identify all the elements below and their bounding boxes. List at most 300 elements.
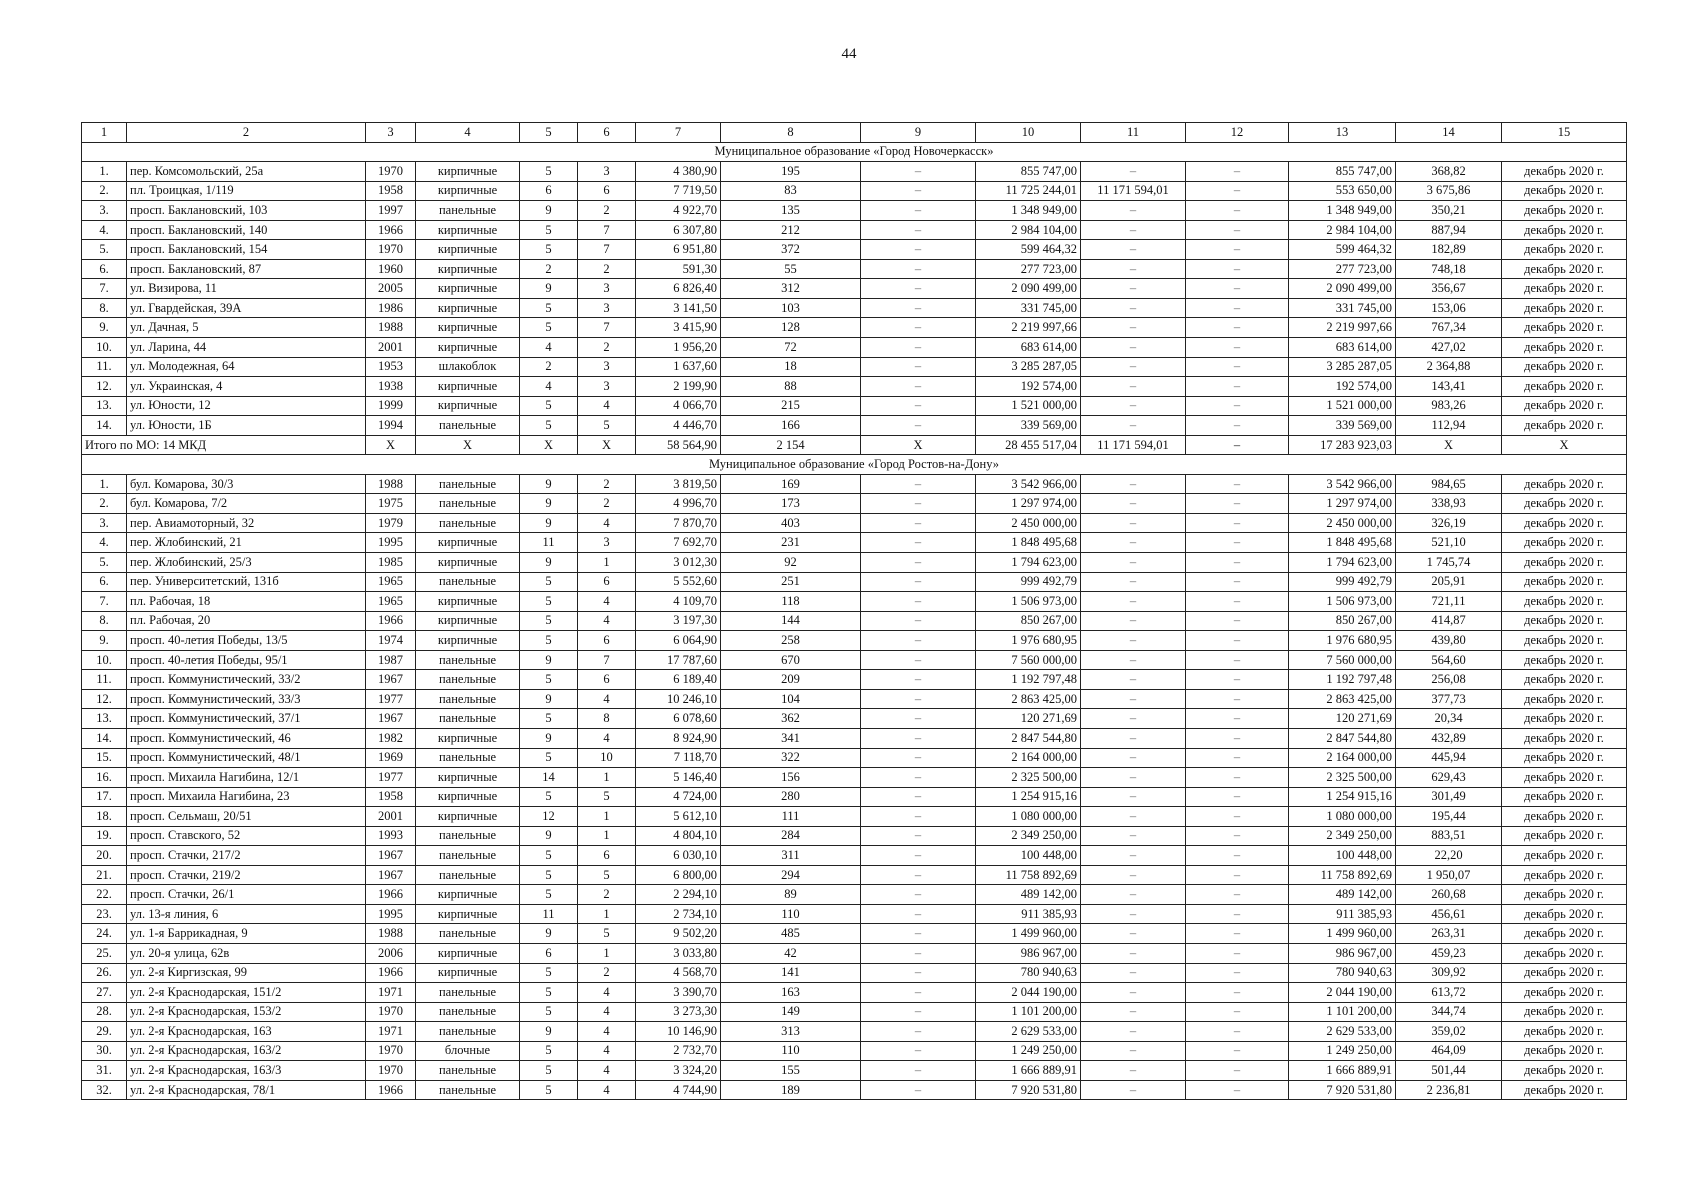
- cell-col-11: –: [1081, 259, 1186, 279]
- cell-col-14: 456,61: [1396, 904, 1502, 924]
- cell-col-5: 5: [520, 787, 578, 807]
- table-row: [82, 416, 1627, 436]
- cell-col-9: –: [861, 885, 976, 905]
- cell-col-7: 2 734,10: [636, 904, 721, 924]
- cell-col-10: 1 080 000,00: [976, 807, 1081, 827]
- cell-col-4: кирпичные: [416, 298, 520, 318]
- cell-col-14: 326,19: [1396, 513, 1502, 533]
- cell-col-3: 1967: [366, 846, 416, 866]
- table-row: [82, 768, 1627, 788]
- cell-col-10: 999 492,79: [976, 572, 1081, 592]
- cell-col-2: просп. Ставского, 52: [127, 826, 366, 846]
- cell-col-4: кирпичные: [416, 259, 520, 279]
- column-header-8: 8: [721, 123, 861, 143]
- cell-col-9: –: [861, 963, 976, 983]
- cell-col-1: 6.: [82, 572, 127, 592]
- cell-col-10: 1 499 960,00: [976, 924, 1081, 944]
- cell-col-14: 338,93: [1396, 494, 1502, 514]
- cell-col-10: 2 450 000,00: [976, 513, 1081, 533]
- cell-col-9: –: [861, 553, 976, 573]
- cell-col-1: 13.: [82, 396, 127, 416]
- cell-col-13: 911 385,93: [1289, 904, 1396, 924]
- cell-col-13: 7 560 000,00: [1289, 650, 1396, 670]
- column-header-12: 12: [1186, 123, 1289, 143]
- cell-col-4: блочные: [416, 1041, 520, 1061]
- cell-col-5: 5: [520, 865, 578, 885]
- cell-col-14: 182,89: [1396, 240, 1502, 260]
- cell-col-3: 1974: [366, 631, 416, 651]
- table-row: [82, 631, 1627, 651]
- table-row: [82, 689, 1627, 709]
- cell-col-2: просп. Коммунистический, 33/2: [127, 670, 366, 690]
- cell-col-5: 4: [520, 377, 578, 397]
- cell-col-1: 10.: [82, 338, 127, 358]
- cell-col-5: 5: [520, 220, 578, 240]
- cell-col-14: 501,44: [1396, 1061, 1502, 1081]
- cell-col-13: 553 650,00: [1289, 181, 1396, 201]
- cell-col-10: 277 723,00: [976, 259, 1081, 279]
- cell-col-11: –: [1081, 318, 1186, 338]
- cell-col-3: 1965: [366, 572, 416, 592]
- cell-col-12: –: [1186, 494, 1289, 514]
- cell-col-15: декабрь 2020 г.: [1502, 240, 1627, 260]
- table-row: [82, 650, 1627, 670]
- table-row: [82, 885, 1627, 905]
- cell-col-11: –: [1081, 768, 1186, 788]
- cell-col-11: –: [1081, 513, 1186, 533]
- cell-col-15: декабрь 2020 г.: [1502, 728, 1627, 748]
- table-row: [82, 826, 1627, 846]
- cell-col-2: просп. Баклановский, 103: [127, 201, 366, 221]
- cell-col-11: –: [1081, 396, 1186, 416]
- cell-col-1: 27.: [82, 983, 127, 1003]
- cell-col-2: просп. Стачки, 217/2: [127, 846, 366, 866]
- cell-col-1: 11.: [82, 670, 127, 690]
- cell-col-3: 1971: [366, 983, 416, 1003]
- cell-col-7: 10 246,10: [636, 689, 721, 709]
- cell-col-6: 3: [578, 298, 636, 318]
- cell-col-4: кирпичные: [416, 279, 520, 299]
- cell-col-7: 7 719,50: [636, 181, 721, 201]
- total-cell-col-11: 11 171 594,01: [1081, 435, 1186, 455]
- cell-col-1: 12.: [82, 689, 127, 709]
- cell-col-12: –: [1186, 1022, 1289, 1042]
- cell-col-11: –: [1081, 220, 1186, 240]
- cell-col-8: 280: [721, 787, 861, 807]
- cell-col-1: 30.: [82, 1041, 127, 1061]
- cell-col-7: 6 826,40: [636, 279, 721, 299]
- cell-col-13: 2 629 533,00: [1289, 1022, 1396, 1042]
- cell-col-13: 3 542 966,00: [1289, 474, 1396, 494]
- cell-col-6: 2: [578, 474, 636, 494]
- cell-col-3: 1958: [366, 181, 416, 201]
- cell-col-12: –: [1186, 846, 1289, 866]
- table-row: [82, 298, 1627, 318]
- cell-col-3: 1986: [366, 298, 416, 318]
- cell-col-7: 6 030,10: [636, 846, 721, 866]
- cell-col-4: панельные: [416, 689, 520, 709]
- cell-col-1: 14.: [82, 416, 127, 436]
- cell-col-6: 3: [578, 357, 636, 377]
- cell-col-8: 128: [721, 318, 861, 338]
- cell-col-12: –: [1186, 259, 1289, 279]
- cell-col-3: 1995: [366, 904, 416, 924]
- cell-col-4: кирпичные: [416, 220, 520, 240]
- cell-col-3: 1977: [366, 768, 416, 788]
- cell-col-6: 5: [578, 924, 636, 944]
- cell-col-11: –: [1081, 1022, 1186, 1042]
- table-row: [82, 1022, 1627, 1042]
- cell-col-2: ул. Украинская, 4: [127, 377, 366, 397]
- cell-col-12: –: [1186, 728, 1289, 748]
- cell-col-4: панельные: [416, 572, 520, 592]
- cell-col-15: декабрь 2020 г.: [1502, 513, 1627, 533]
- cell-col-7: 3 819,50: [636, 474, 721, 494]
- cell-col-1: 19.: [82, 826, 127, 846]
- cell-col-6: 1: [578, 904, 636, 924]
- cell-col-3: 1967: [366, 670, 416, 690]
- cell-col-6: 6: [578, 631, 636, 651]
- cell-col-3: 1967: [366, 709, 416, 729]
- cell-col-14: 260,68: [1396, 885, 1502, 905]
- cell-col-9: –: [861, 846, 976, 866]
- cell-col-8: 110: [721, 1041, 861, 1061]
- cell-col-7: 4 066,70: [636, 396, 721, 416]
- cell-col-6: 3: [578, 377, 636, 397]
- cell-col-8: 209: [721, 670, 861, 690]
- cell-col-9: –: [861, 689, 976, 709]
- total-cell-col-10: 28 455 517,04: [976, 435, 1081, 455]
- cell-col-1: 6.: [82, 259, 127, 279]
- cell-col-9: –: [861, 1002, 976, 1022]
- cell-col-3: 1958: [366, 787, 416, 807]
- cell-col-8: 156: [721, 768, 861, 788]
- cell-col-8: 403: [721, 513, 861, 533]
- cell-col-13: 1 297 974,00: [1289, 494, 1396, 514]
- total-row: [82, 435, 1627, 455]
- cell-col-1: 20.: [82, 846, 127, 866]
- cell-col-5: 11: [520, 904, 578, 924]
- cell-col-13: 1 101 200,00: [1289, 1002, 1396, 1022]
- cell-col-2: ул. Визирова, 11: [127, 279, 366, 299]
- column-header-7: 7: [636, 123, 721, 143]
- cell-col-2: просп. Коммунистический, 46: [127, 728, 366, 748]
- cell-col-9: –: [861, 768, 976, 788]
- cell-col-2: ул. 13-я линия, 6: [127, 904, 366, 924]
- cell-col-12: –: [1186, 553, 1289, 573]
- cell-col-14: 143,41: [1396, 377, 1502, 397]
- table-row: [82, 533, 1627, 553]
- cell-col-13: 2 090 499,00: [1289, 279, 1396, 299]
- cell-col-8: 485: [721, 924, 861, 944]
- cell-col-13: 2 164 000,00: [1289, 748, 1396, 768]
- cell-col-10: 986 967,00: [976, 943, 1081, 963]
- cell-col-13: 120 271,69: [1289, 709, 1396, 729]
- cell-col-3: 1993: [366, 826, 416, 846]
- cell-col-6: 4: [578, 1061, 636, 1081]
- cell-col-12: –: [1186, 533, 1289, 553]
- cell-col-9: –: [861, 357, 976, 377]
- cell-col-8: 311: [721, 846, 861, 866]
- cell-col-11: –: [1081, 592, 1186, 612]
- cell-col-15: декабрь 2020 г.: [1502, 533, 1627, 553]
- cell-col-4: кирпичные: [416, 787, 520, 807]
- cell-col-11: –: [1081, 494, 1186, 514]
- cell-col-11: –: [1081, 572, 1186, 592]
- table-row: [82, 1002, 1627, 1022]
- cell-col-12: –: [1186, 787, 1289, 807]
- cell-col-15: декабрь 2020 г.: [1502, 943, 1627, 963]
- table-row: [82, 963, 1627, 983]
- cell-col-5: 9: [520, 494, 578, 514]
- table-row: [82, 474, 1627, 494]
- cell-col-7: 3 415,90: [636, 318, 721, 338]
- cell-col-2: ул. 2-я Краснодарская, 153/2: [127, 1002, 366, 1022]
- cell-col-9: –: [861, 1080, 976, 1100]
- table-row: [82, 592, 1627, 612]
- table-row: [82, 162, 1627, 182]
- cell-col-9: –: [861, 631, 976, 651]
- cell-col-3: 1970: [366, 1041, 416, 1061]
- cell-col-9: –: [861, 1041, 976, 1061]
- cell-col-8: 42: [721, 943, 861, 963]
- cell-col-6: 6: [578, 572, 636, 592]
- cell-col-14: 205,91: [1396, 572, 1502, 592]
- cell-col-1: 5.: [82, 553, 127, 573]
- cell-col-13: 3 285 287,05: [1289, 357, 1396, 377]
- cell-col-5: 5: [520, 592, 578, 612]
- cell-col-8: 163: [721, 983, 861, 1003]
- cell-col-13: 1 976 680,95: [1289, 631, 1396, 651]
- cell-col-8: 88: [721, 377, 861, 397]
- cell-col-5: 9: [520, 924, 578, 944]
- cell-col-5: 5: [520, 846, 578, 866]
- cell-col-9: –: [861, 377, 976, 397]
- cell-col-15: декабрь 2020 г.: [1502, 983, 1627, 1003]
- cell-col-6: 7: [578, 318, 636, 338]
- cell-col-5: 4: [520, 338, 578, 358]
- cell-col-15: декабрь 2020 г.: [1502, 1041, 1627, 1061]
- cell-col-1: 8.: [82, 611, 127, 631]
- cell-col-1: 26.: [82, 963, 127, 983]
- cell-col-11: –: [1081, 1041, 1186, 1061]
- cell-col-3: 1960: [366, 259, 416, 279]
- cell-col-14: 256,08: [1396, 670, 1502, 690]
- cell-col-14: 2 364,88: [1396, 357, 1502, 377]
- cell-col-5: 5: [520, 670, 578, 690]
- cell-col-11: –: [1081, 924, 1186, 944]
- cell-col-2: ул. 2-я Киргизская, 99: [127, 963, 366, 983]
- cell-col-7: 10 146,90: [636, 1022, 721, 1042]
- cell-col-9: –: [861, 279, 976, 299]
- cell-col-6: 4: [578, 983, 636, 1003]
- cell-col-1: 24.: [82, 924, 127, 944]
- cell-col-9: –: [861, 904, 976, 924]
- cell-col-3: 1965: [366, 592, 416, 612]
- cell-col-1: 15.: [82, 748, 127, 768]
- cell-col-1: 10.: [82, 650, 127, 670]
- cell-col-5: 9: [520, 1022, 578, 1042]
- table-row: [82, 553, 1627, 573]
- cell-col-11: –: [1081, 533, 1186, 553]
- cell-col-8: 341: [721, 728, 861, 748]
- column-header-4: 4: [416, 123, 520, 143]
- cell-col-2: ул. Ларина, 44: [127, 338, 366, 358]
- cell-col-8: 284: [721, 826, 861, 846]
- cell-col-11: –: [1081, 553, 1186, 573]
- cell-col-4: кирпичные: [416, 338, 520, 358]
- cell-col-5: 5: [520, 748, 578, 768]
- cell-col-10: 2 629 533,00: [976, 1022, 1081, 1042]
- cell-col-11: –: [1081, 416, 1186, 436]
- cell-col-4: панельные: [416, 1080, 520, 1100]
- table-row: [82, 220, 1627, 240]
- cell-col-1: 8.: [82, 298, 127, 318]
- cell-col-15: декабрь 2020 г.: [1502, 181, 1627, 201]
- cell-col-10: 2 863 425,00: [976, 689, 1081, 709]
- cell-col-5: 9: [520, 650, 578, 670]
- cell-col-8: 173: [721, 494, 861, 514]
- cell-col-7: 4 380,90: [636, 162, 721, 182]
- table-row: [82, 181, 1627, 201]
- cell-col-12: –: [1186, 298, 1289, 318]
- cell-col-15: декабрь 2020 г.: [1502, 318, 1627, 338]
- cell-col-9: –: [861, 572, 976, 592]
- cell-col-11: –: [1081, 338, 1186, 358]
- cell-col-12: –: [1186, 279, 1289, 299]
- cell-col-15: декабрь 2020 г.: [1502, 474, 1627, 494]
- cell-col-10: 2 984 104,00: [976, 220, 1081, 240]
- cell-col-6: 2: [578, 885, 636, 905]
- cell-col-7: 3 033,80: [636, 943, 721, 963]
- cell-col-15: декабрь 2020 г.: [1502, 963, 1627, 983]
- cell-col-14: 629,43: [1396, 768, 1502, 788]
- cell-col-10: 911 385,93: [976, 904, 1081, 924]
- cell-col-7: 17 787,60: [636, 650, 721, 670]
- cell-col-4: кирпичные: [416, 885, 520, 905]
- cell-col-7: 591,30: [636, 259, 721, 279]
- cell-col-8: 89: [721, 885, 861, 905]
- cell-col-7: 5 146,40: [636, 768, 721, 788]
- cell-col-11: –: [1081, 904, 1186, 924]
- cell-col-8: 18: [721, 357, 861, 377]
- cell-col-8: 141: [721, 963, 861, 983]
- cell-col-10: 2 164 000,00: [976, 748, 1081, 768]
- cell-col-6: 4: [578, 1022, 636, 1042]
- cell-col-12: –: [1186, 513, 1289, 533]
- cell-col-13: 1 249 250,00: [1289, 1041, 1396, 1061]
- cell-col-5: 5: [520, 1041, 578, 1061]
- section-title: Муниципальное образование «Город Новочеркасск»: [82, 142, 1627, 162]
- cell-col-4: шлакоблок: [416, 357, 520, 377]
- cell-col-1: 21.: [82, 865, 127, 885]
- cell-col-7: 6 951,80: [636, 240, 721, 260]
- cell-col-2: просп. Баклановский, 140: [127, 220, 366, 240]
- cell-col-5: 9: [520, 201, 578, 221]
- cell-col-3: 1967: [366, 865, 416, 885]
- cell-col-15: декабрь 2020 г.: [1502, 807, 1627, 827]
- cell-col-2: пл. Рабочая, 18: [127, 592, 366, 612]
- cell-col-7: 1 956,20: [636, 338, 721, 358]
- cell-col-15: декабрь 2020 г.: [1502, 826, 1627, 846]
- cell-col-11: –: [1081, 1080, 1186, 1100]
- cell-col-12: –: [1186, 474, 1289, 494]
- cell-col-10: 2 219 997,66: [976, 318, 1081, 338]
- cell-col-14: 368,82: [1396, 162, 1502, 182]
- cell-col-7: 9 502,20: [636, 924, 721, 944]
- cell-col-15: декабрь 2020 г.: [1502, 162, 1627, 182]
- cell-col-15: декабрь 2020 г.: [1502, 553, 1627, 573]
- cell-col-4: кирпичные: [416, 592, 520, 612]
- cell-col-3: 2006: [366, 943, 416, 963]
- cell-col-8: 55: [721, 259, 861, 279]
- cell-col-5: 5: [520, 1002, 578, 1022]
- cell-col-3: 1977: [366, 689, 416, 709]
- cell-col-1: 28.: [82, 1002, 127, 1022]
- cell-col-4: панельные: [416, 1022, 520, 1042]
- cell-col-3: 1988: [366, 474, 416, 494]
- cell-col-7: 6 800,00: [636, 865, 721, 885]
- cell-col-12: –: [1186, 338, 1289, 358]
- cell-col-1: 23.: [82, 904, 127, 924]
- cell-col-2: пл. Троицкая, 1/119: [127, 181, 366, 201]
- cell-col-7: 4 804,10: [636, 826, 721, 846]
- cell-col-8: 169: [721, 474, 861, 494]
- cell-col-14: 613,72: [1396, 983, 1502, 1003]
- cell-col-5: 6: [520, 181, 578, 201]
- cell-col-12: –: [1186, 1080, 1289, 1100]
- cell-col-9: –: [861, 298, 976, 318]
- cell-col-14: 432,89: [1396, 728, 1502, 748]
- cell-col-14: 414,87: [1396, 611, 1502, 631]
- total-cell-col-14: X: [1396, 435, 1502, 455]
- cell-col-9: –: [861, 474, 976, 494]
- cell-col-3: 1966: [366, 611, 416, 631]
- cell-col-13: 599 464,32: [1289, 240, 1396, 260]
- cell-col-5: 5: [520, 396, 578, 416]
- cell-col-15: декабрь 2020 г.: [1502, 787, 1627, 807]
- total-cell-col-6: X: [578, 435, 636, 455]
- cell-col-3: 1995: [366, 533, 416, 553]
- cell-col-6: 1: [578, 826, 636, 846]
- cell-col-11: –: [1081, 787, 1186, 807]
- cell-col-14: 22,20: [1396, 846, 1502, 866]
- cell-col-3: 1966: [366, 963, 416, 983]
- column-header-5: 5: [520, 123, 578, 143]
- cell-col-10: 7 920 531,80: [976, 1080, 1081, 1100]
- cell-col-5: 9: [520, 689, 578, 709]
- cell-col-7: 2 199,90: [636, 377, 721, 397]
- cell-col-7: 4 724,00: [636, 787, 721, 807]
- column-header-2: 2: [127, 123, 366, 143]
- cell-col-8: 111: [721, 807, 861, 827]
- cell-col-4: панельные: [416, 1061, 520, 1081]
- cell-col-15: декабрь 2020 г.: [1502, 572, 1627, 592]
- cell-col-9: –: [861, 670, 976, 690]
- cell-col-13: 850 267,00: [1289, 611, 1396, 631]
- cell-col-2: просп. Коммунистический, 33/3: [127, 689, 366, 709]
- cell-col-1: 5.: [82, 240, 127, 260]
- cell-col-9: –: [861, 709, 976, 729]
- cell-col-4: панельные: [416, 474, 520, 494]
- cell-col-10: 2 325 500,00: [976, 768, 1081, 788]
- cell-col-7: 6 307,80: [636, 220, 721, 240]
- cell-col-8: 322: [721, 748, 861, 768]
- cell-col-12: –: [1186, 963, 1289, 983]
- cell-col-6: 1: [578, 943, 636, 963]
- table-row: [82, 201, 1627, 221]
- cell-col-1: 4.: [82, 533, 127, 553]
